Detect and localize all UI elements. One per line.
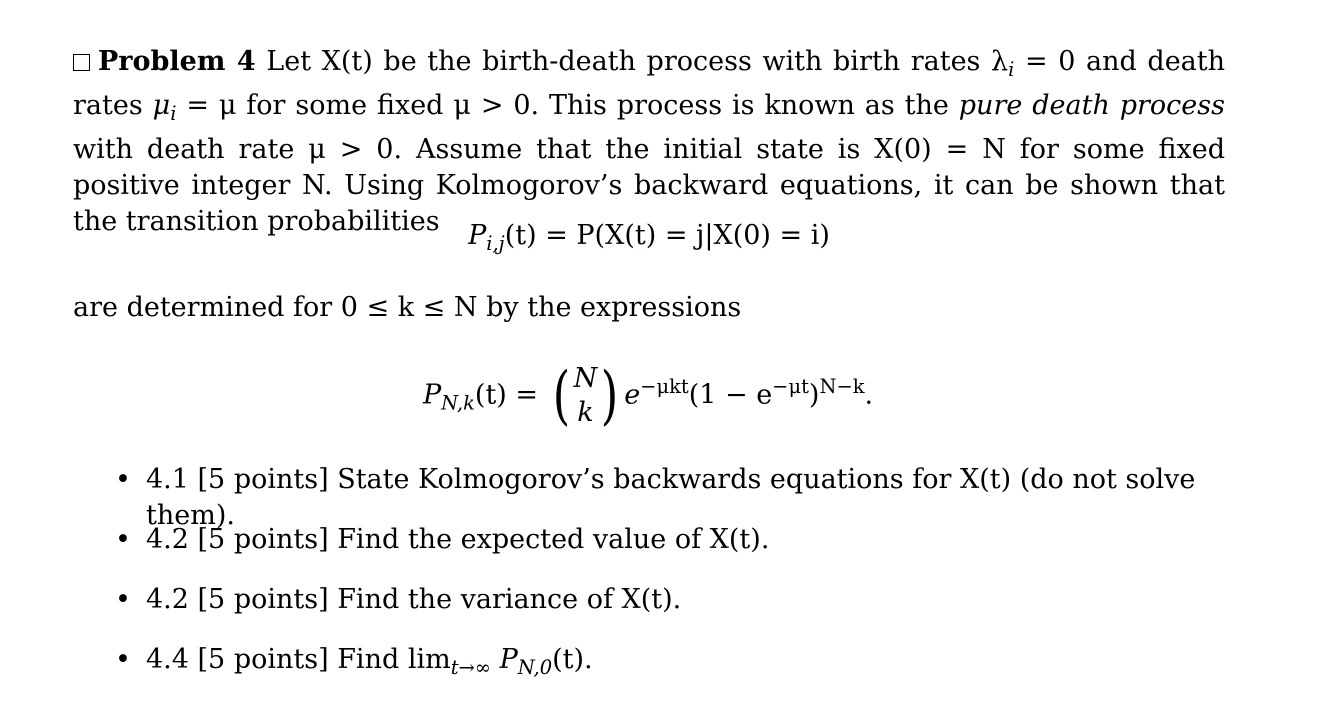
checkbox-icon[interactable] [73, 54, 90, 71]
list-item [115, 462, 1225, 531]
line-1-sub: i [1008, 58, 1015, 82]
eq1-lhs: P [468, 220, 487, 251]
bullet-icon: • [115, 644, 131, 675]
line-2-em: pure death process [958, 90, 1225, 122]
list-item [115, 642, 1225, 702]
eq2-end: . [864, 379, 874, 411]
item-text: 4.1 [5 points] State Kolmogorov’s backwards equations for X(t) (do not solve them). [146, 464, 1196, 531]
problem-label: Problem 4 [98, 46, 256, 77]
binom-top: N [573, 363, 598, 394]
left-paren-icon: ( [552, 359, 570, 433]
eq2-e2-sup: −μt [772, 374, 809, 398]
item-end: (t). [552, 644, 593, 675]
item-pre: 4.4 [5 points] Find lim [146, 644, 451, 675]
item-text: 4.2 [5 points] Find the expected value of X(t). [146, 524, 770, 555]
item-text: 4.2 [5 points] Find the variance of X(t). [146, 584, 682, 615]
eq2-lhs: P [423, 379, 442, 411]
binomial-coefficient [549, 359, 623, 433]
eq2-e1-sup: −μkt [640, 374, 689, 398]
list-item [115, 582, 1225, 642]
question-list [115, 462, 1225, 702]
line-2-pre: μ [152, 90, 171, 122]
binom-bottom: k [577, 397, 594, 428]
problem-statement [73, 44, 1225, 240]
line-3: rate μ > 0. Assume that the initial state is X(0) = N for some fixed positive integer N. [73, 134, 1225, 202]
item-sub2: N,0 [517, 656, 553, 680]
line-1-pre: Let X(t) be the birth-death process with birth rates λ [266, 46, 1009, 77]
item-post: P [491, 644, 518, 675]
eq2-pow: N−k [819, 374, 865, 398]
transition-probability-equation [73, 220, 1225, 255]
eq2-mid: (1 − e [688, 379, 773, 411]
line-2-sub: i [170, 102, 177, 126]
item-sub: t→∞ [450, 656, 491, 680]
eq2-e1: e [624, 379, 641, 411]
bullet-icon: • [115, 464, 131, 495]
line-4: Using Kolmogorov’s backward equations, it can be shown that the transition probabilities [73, 170, 1225, 238]
bullet-icon: • [115, 584, 131, 615]
line-2-mid: = μ for some fixed μ > 0. This process is known as the [176, 90, 959, 122]
eq2-eq: (t) = [474, 379, 539, 411]
eq2-close: ) [808, 379, 820, 411]
continuation-text: are determined for 0 ≤ k ≤ N by the expressions [73, 292, 742, 323]
eq1-rhs: (t) = P(X(t) = j|X(0) = i) [504, 220, 830, 251]
right-paren-icon: ) [600, 359, 619, 433]
line-1-post: = 0 and death rates [73, 46, 1226, 122]
eq2-sub: N,k [441, 391, 475, 415]
pure-death-formula [423, 359, 874, 462]
list-item [115, 522, 1225, 582]
line-2-post: with death [73, 134, 225, 166]
bullet-icon: • [115, 524, 131, 555]
eq1-sub: i,j [486, 232, 505, 256]
